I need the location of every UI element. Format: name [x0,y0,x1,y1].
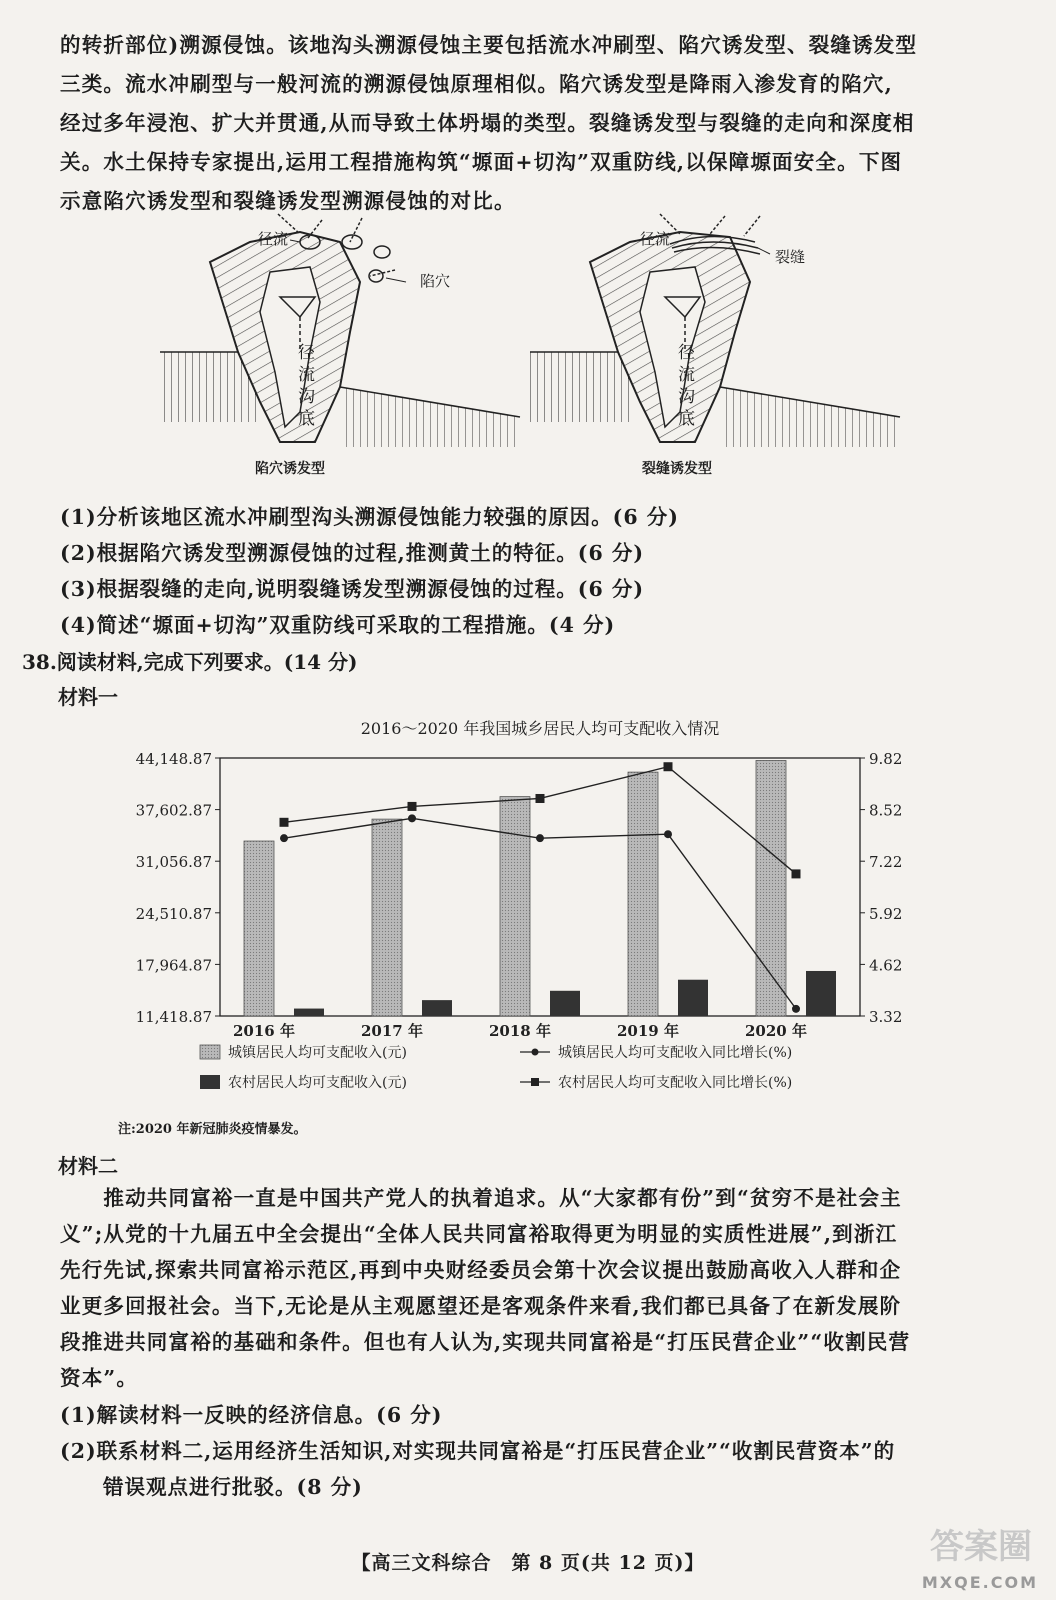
left-tick-label: 44,148.87 [135,750,212,768]
pit-induced-diagram [150,212,530,452]
category-label: 2018 年 [489,1022,551,1040]
right-tick-label: 4.62 [869,956,903,975]
intro-line: 三类。流水冲刷型与一般河流的溯源侵蚀原理相似。陷穴诱发型是降雨入渗发育的陷穴, [60,72,893,96]
left-vertical-label [298,342,318,430]
vlabel-char: 流 [298,365,315,385]
left-runoff-label: 径流 [258,230,289,248]
vlabel-char: 流 [678,365,695,385]
urban-growth-point [664,830,672,838]
intro-line: 关。水土保持专家提出,运用工程措施构筑“塬面+切沟”双重防线,以保障塬面安全。下图 [60,150,903,174]
material-2-line: 资本”。 [60,1366,139,1390]
urban-growth-line [284,818,796,1009]
rural-growth-point [280,818,289,827]
rural-growth-line [284,767,796,874]
chart-note: 注:2020 年新冠肺炎疫情暴发。 [118,1122,307,1137]
vlabel-char: 沟 [678,387,695,407]
question-38-1: (1)解读材料一反映的经济信息。(6 分) [60,1403,443,1427]
category-label: 2016 年 [233,1022,295,1040]
crack-induced-diagram [530,212,910,452]
legend-marker-urban [532,1049,539,1056]
rural-income-bar [422,1000,452,1016]
intro-line: 经过多年浸泡、扩大并贯通,从而导致土体坍塌的类型。裂缝诱发型与裂缝的走向和深度相 [60,111,915,135]
legend-label: 农村居民人均可支配收入(元) [228,1075,407,1091]
left-tick-label: 11,418.87 [135,1008,212,1026]
income-chart [120,708,940,1108]
urban-growth-point [408,814,416,822]
urban-growth-point [536,834,544,842]
vlabel-char: 径 [678,343,695,363]
question-37-3: (3)根据裂缝的走向,说明裂缝诱发型溯源侵蚀的过程。(6 分) [60,577,645,601]
question-37-2: (2)根据陷穴诱发型溯源侵蚀的过程,推测黄土的特征。(6 分) [60,541,645,565]
page-footer: 【高三文科综合 第 8 页(共 12 页)】 [351,1552,705,1574]
intro-paragraph [60,26,1020,221]
rural-growth-point [792,869,801,878]
right-vertical-label [678,342,698,430]
urban-income-bar [500,797,530,1016]
chart-title: 2016～2020 年我国城乡居民人均可支配收入情况 [360,719,720,738]
material-2-line: 义”;从党的十九届五中全会提出“全体人民共同富裕取得更为明显的实质性进展”,到浙江 [60,1222,898,1246]
material-2-line: 段推进共同富裕的基础和条件。但也有人认为,实现共同富裕是“打压民营企业”“收割民营 [60,1330,911,1354]
legend-label: 城镇居民人均可支配收入同比增长(%) [558,1045,793,1061]
right-tick-label: 5.92 [869,904,903,923]
right-runoff-label: 径流 [640,230,671,248]
material-2-paragraph [60,1180,1020,1396]
question-38-2-cont: 错误观点进行批驳。(8 分) [60,1475,363,1499]
material-1-label: 材料一 [58,685,118,709]
material-2-line: 推动共同富裕一直是中国共产党人的执着追求。从“大家都有份”到“贫穷不是社会主 [60,1186,902,1210]
crack-label: 裂缝 [775,248,806,266]
left-tick-label: 37,602.87 [135,801,212,820]
urban-income-bar [244,841,274,1016]
vlabel-char: 底 [298,409,315,429]
urban-growth-point [792,1005,800,1013]
question-37-1: (1)分析该地区流水冲刷型沟头溯源侵蚀能力较强的原因。(6 分) [60,505,679,529]
legend-swatch-rural-bar [200,1075,220,1089]
legend-marker-rural [531,1078,539,1086]
vlabel-char: 沟 [298,387,315,407]
category-label: 2020 年 [745,1022,807,1040]
rural-income-bar [678,980,708,1016]
urban-income-bar [628,772,658,1016]
left-tick-label: 31,056.87 [135,853,212,872]
legend-swatch-urban-bar [200,1045,220,1059]
rural-income-bar [550,991,580,1016]
category-label: 2019 年 [617,1022,679,1040]
urban-income-bar [756,760,786,1016]
material-2-label: 材料二 [58,1154,118,1178]
right-tick-label: 7.22 [869,853,903,872]
pit-label: 陷穴 [420,272,451,290]
rural-income-bar [294,1009,324,1016]
question-37-4: (4)简述“塬面+切沟”双重防线可采取的工程措施。(4 分) [60,613,616,637]
left-tick-label: 17,964.87 [135,956,212,975]
question-38-title: 38.阅读材料,完成下列要求。(14 分) [22,650,358,674]
chart-svg [120,708,940,1108]
watermark-url: MXQE.COM [921,1573,1038,1592]
legend-label: 城镇居民人均可支配收入(元) [228,1045,407,1061]
right-tick-label: 3.32 [869,1008,903,1026]
left-figure-caption: 陷穴诱发型 [255,461,325,477]
vlabel-char: 径 [298,343,315,363]
urban-growth-point [280,834,288,842]
vlabel-char: 底 [678,409,695,429]
legend-label: 农村居民人均可支配收入同比增长(%) [558,1075,793,1091]
intro-line: 的转折部位)溯源侵蚀。该地沟头溯源侵蚀主要包括流水冲刷型、陷穴诱发型、裂缝诱发型 [60,33,918,57]
watermark-logo: 答案圈 [930,1527,1032,1567]
urban-income-bar [372,819,402,1016]
rural-income-bar [806,971,836,1016]
rural-growth-point [536,794,545,803]
question-38-2: (2)联系材料二,运用经济生活知识,对实现共同富裕是“打压民营企业”“收割民营资本”的 [60,1439,896,1463]
material-2-line: 先行先试,探索共同富裕示范区,再到中央财经委员会第十次会议提出鼓励高收入人群和企 [60,1258,902,1282]
right-tick-label: 8.52 [869,801,903,820]
right-figure-caption: 裂缝诱发型 [642,461,712,477]
rural-growth-point [664,762,673,771]
category-label: 2017 年 [361,1022,423,1040]
intro-line: 示意陷穴诱发型和裂缝诱发型溯源侵蚀的对比。 [60,189,516,213]
material-2-line: 业更多回报社会。当下,无论是从主观愿望还是客观条件来看,我们都已具备了在新发展阶 [60,1294,902,1318]
rural-growth-point [408,802,417,811]
right-tick-label: 9.82 [869,750,903,768]
left-tick-label: 24,510.87 [135,904,212,923]
